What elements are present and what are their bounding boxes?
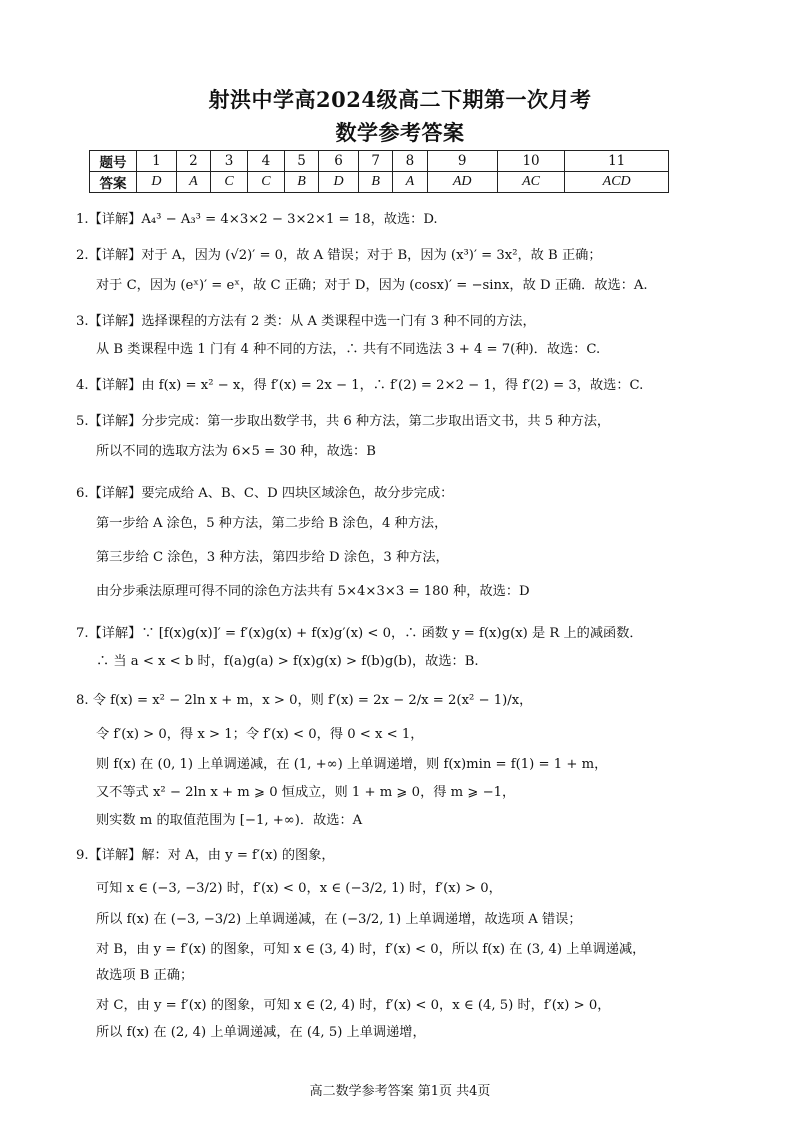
table-cell: A [393,172,427,193]
table-cell: 10 [497,151,565,172]
table-cell: D [319,172,359,193]
solution-line: 对 C，由 y = f′(x) 的图象，可知 x ∈ (2, 4) 时，f′(x) < 0，x ∈ (4, 5) 时，f′(x) > 0， [96,998,611,1013]
table-cell: 2 [176,151,210,172]
solution-line: 令 f′(x) > 0，得 x > 1；令 f′(x) < 0，得 0 < x < 1， [96,727,424,742]
solution-line: 第一步给 A 涂色，5 种方法，第二步给 B 涂色，4 种方法， [96,516,448,531]
table-cell: A [176,172,210,193]
solution-line: 7.【详解】∵ [f(x)g(x)]′ = f′(x)g(x) + f(x)g′(x) < 0，∴ 函数 y = f(x)g(x) 是 R 上的减函数． [76,626,643,641]
page-subtitle: 数学参考答案 [335,120,465,145]
row-label-answers: 答案 [90,172,137,193]
solution-line: 故选项 B 正确； [96,968,194,983]
solution-line: 所以 f(x) 在 (2, 4) 上单调递减，在 (4, 5) 上单调递增， [96,1025,426,1040]
page-footer: 高二数学参考答案 第1页 共4页 [309,1084,491,1099]
solution-line: 则实数 m 的取值范围为 [−1, +∞)．故选：A [96,813,363,828]
solution-line: 第三步给 C 涂色，3 种方法，第四步给 D 涂色，3 种方法， [96,550,449,565]
table-cell: 3 [211,151,248,172]
table-cell: C [211,172,248,193]
solution-line: 可知 x ∈ (−3, −3/2) 时，f′(x) < 0，x ∈ (−3/2, 1) 时，f′(x) > 0， [96,881,502,896]
table-cell: D [137,172,177,193]
question-number-row [90,151,669,172]
table-cell: AD [427,172,497,193]
solution-line: 2.【详解】对于 A，因为 (√2)′ = 0，故 A 错误；对于 B，因为 (x³)′ = 3x²，故 B 正确； [76,248,602,263]
table-cell: 4 [247,151,284,172]
solution-line: 对于 C，因为 (eˣ)′ = eˣ，故 C 正确；对于 D，因为 (cosx)′ = −sinx，故 D 正确．故选：A. [96,278,648,293]
table-cell: 8 [393,151,427,172]
table-cell: 1 [137,151,177,172]
table-cell: ACD [565,172,669,193]
solution-line: 1.【详解】A₄³ − A₃³ = 4×3×2 − 3×2×1 = 18，故选：D. [76,212,438,227]
solution-line: 对 B，由 y = f′(x) 的图象，可知 x ∈ (3, 4) 时，f′(x) < 0，所以 f(x) 在 (3, 4) 上单调递减， [96,942,646,957]
solution-line: 3.【详解】选择课程的方法有 2 类：从 A 类课程中选一门有 3 种不同的方法， [76,314,536,329]
solution-line: 4.【详解】由 f(x) = x² − x，得 f′(x) = 2x − 1，∴ f′(2) = 2×2 − 1，得 f′(2) = 3，故选：C. [76,378,644,393]
table-cell: C [247,172,284,193]
row-label-numbers: 题号 [90,151,137,172]
table-cell: 9 [427,151,497,172]
solution-line: 8. 令 f(x) = x² − 2ln x + m，x > 0，则 f′(x) = 2x − 2/x = 2(x² − 1)/x， [76,693,533,708]
solution-line: 则 f(x) 在 (0, 1) 上单调递减，在 (1, +∞) 上单调递增，则 f(x)min = f(1) = 1 + m， [96,757,608,772]
solution-line: 所以不同的选取方法为 6×5 = 30 种，故选：B [96,444,376,459]
solution-line: 又不等式 x² − 2ln x + m ⩾ 0 恒成立，则 1 + m ⩾ 0，得 m ⩾ −1， [96,785,516,800]
answer-row [90,172,669,193]
solution-line: 所以 f(x) 在 (−3, −3/2) 上单调递减，在 (−3/2, 1) 上单调递增，故选项 A 错误； [96,912,582,927]
table-cell: 6 [319,151,359,172]
table-cell: 7 [358,151,392,172]
solution-line: 由分步乘法原理可得不同的涂色方法共有 5×4×3×3 = 180 种，故选：D [96,584,530,599]
table-cell: 11 [565,151,669,172]
solution-line: 5.【详解】分步完成：第一步取出数学书，共 6 种方法，第二步取出语文书，共 5 种方法， [76,414,611,429]
solution-line: ∴ 当 a < x < b 时，f(a)g(a) > f(x)g(x) > f(b)g(b)，故选：B. [96,654,479,669]
answer-table [89,150,669,193]
table-cell: B [284,172,318,193]
table-cell: B [358,172,392,193]
table-cell: AC [497,172,565,193]
solution-line: 9.【详解】解：对 A，由 y = f′(x) 的图象， [76,848,335,863]
page-title: 射洪中学高2024级高二下期第一次月考 [208,87,592,112]
solution-line: 6.【详解】要完成给 A、B、C、D 四块区域涂色，故分步完成： [76,486,454,501]
solution-line: 从 B 类课程中选 1 门有 4 种不同的方法，∴ 共有不同选法 3 + 4 = 7(种)．故选：C. [96,342,601,357]
table-cell: 5 [284,151,318,172]
